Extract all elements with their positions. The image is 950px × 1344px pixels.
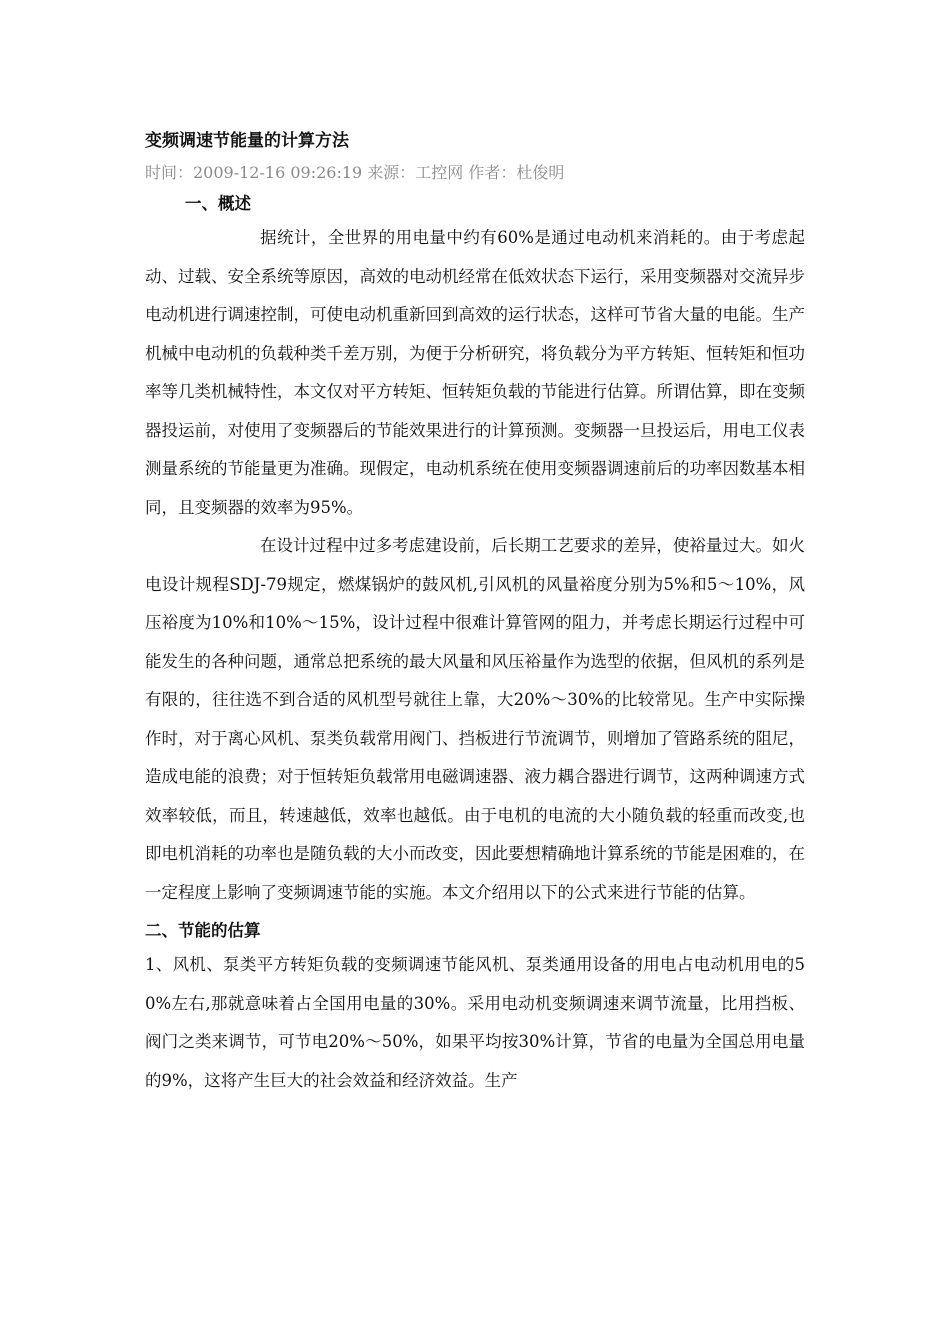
paragraph-estimation-1: 1、风机、泵类平方转矩负载的变频调速节能风机、泵类通用设备的用电占电动机用电的50%左右,那就意味着占全国用电量的30%。采用电动机变频调速来调节流量，比用挡板、阀门之类来调节，可节电20%～50%，如果平均按30%计算，节省的电量为全国总用电量的9%，这将产生巨大的社会效益和经济效益。生产 bbox=[145, 955, 805, 1090]
article-title: 变频调速节能量的计算方法 bbox=[145, 131, 349, 151]
article-body bbox=[145, 127, 805, 1100]
article-meta: 时间：2009-12-16 09:26:19 来源：工控网 作者：杜俊明 bbox=[145, 163, 565, 182]
section-heading-estimation: 二、节能的估算 bbox=[145, 921, 261, 940]
section-heading-overview: 一、概述 bbox=[185, 194, 251, 213]
paragraph-overview-2: 在设计过程中过多考虑建设前，后长期工艺要求的差异，使裕量过大。如火电设计规程SDJ-79规定，燃煤锅炉的鼓风机,引风机的风量裕度分别为5%和5～10%，风压裕度为10%和10%～15%，设计过程中很难计算管网的阻力，并考虑长期运行过程中可能发生的各种问题，通常总把系统的最大风量和风压裕量作为选型的依据，但风机的系列是有限的，往往选不到合适的风机型号就往上靠，大20%～30%的比较常见。生产中实际操作时，对于离心风机、泵类负载常用阀门、挡板进行节流调节，则增加了管路系统的阻尼，造成电能的浪费；对于恒转矩负载常用电磁调速器、液力耦合器进行调节，这两种调速方式效率较低，而且，转速越低，效率也越低。由于电机的电流的大小随负载的轻重而改变,也即电机消耗的功率也是随负载的大小而改变，因此要想精确地计算系统的节能是困难的，在一定程度上影响了变频调速节能的实施。本文介绍用以下的公式来进行节能的估算。 bbox=[145, 536, 805, 902]
paragraph-overview-1: 据统计，全世界的用电量中约有60%是通过电动机来消耗的。由于考虑起动、过载、安全系统等原因，高效的电动机经常在低效状态下运行，采用变频器对交流异步电动机进行调速控制，可使电动机重新回到高效的运行状态，这样可节省大量的电能。生产机械中电动机的负载种类千差万别，为便于分析研究，将负载分为平方转矩、恒转矩和恒功率等几类机械特性，本文仅对平方转矩、恒转矩负载的节能进行估算。所谓估算，即在变频器投运前，对使用了变频器后的节能效果进行的计算预测。变频器一旦投运后，用电工仪表测量系统的节能量更为准确。现假定，电动机系统在使用变频器调速前后的功率因数基本相同，且变频器的效率为95%。 bbox=[145, 228, 805, 517]
